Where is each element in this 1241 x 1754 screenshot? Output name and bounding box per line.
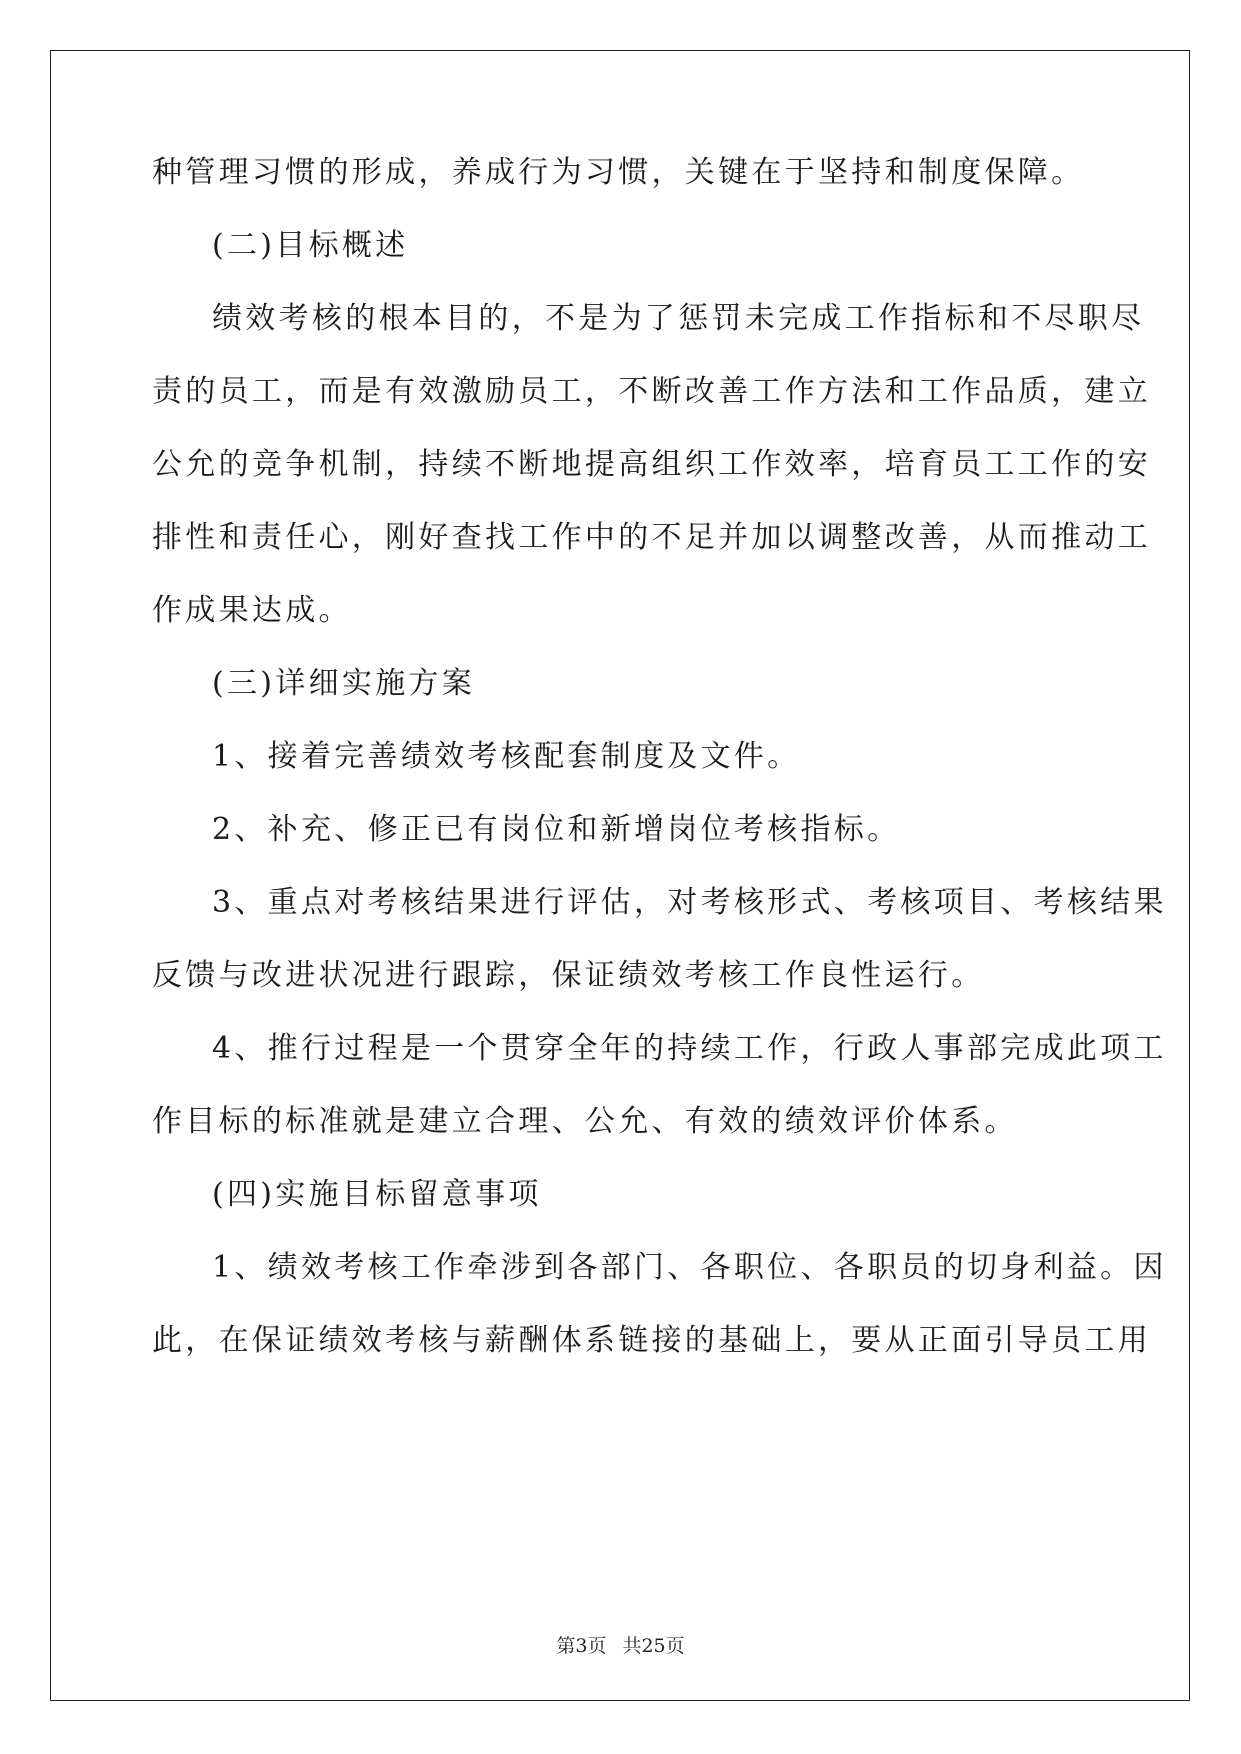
- list-item: 4、推行过程是一个贯穿全年的持续工作，行政人事部完成此项工: [212, 1031, 1167, 1066]
- section-heading: (三)详细实施方案: [212, 666, 476, 701]
- page-total: 共25页: [622, 1635, 685, 1657]
- paragraph-line: 排性和责任心，刚好查找工作中的不足并加以调整改善，从而推动工: [152, 520, 1151, 555]
- paragraph-line: 作成果达成。: [152, 593, 352, 628]
- section-heading: (四)实施目标留意事项: [212, 1177, 542, 1212]
- page-border: [50, 50, 1190, 1701]
- paragraph-line: 此，在保证绩效考核与薪酬体系链接的基础上，要从正面引导员工用: [152, 1323, 1151, 1358]
- list-item: 1、接着完善绩效考核配套制度及文件。: [212, 739, 801, 774]
- paragraph-line: 责的员工，而是有效激励员工，不断改善工作方法和工作品质，建立: [152, 374, 1151, 409]
- paragraph-line: 反馈与改进状况进行跟踪，保证绩效考核工作良性运行。: [152, 958, 985, 993]
- page-number: 第3页: [556, 1635, 607, 1657]
- paragraph-line: 公允的竞争机制，持续不断地提高组织工作效率，培育员工工作的安: [152, 447, 1151, 482]
- list-item: 1、绩效考核工作牵涉到各部门、各职位、各职员的切身利益。因: [212, 1250, 1167, 1285]
- list-item: 2、补充、修正已有岗位和新增岗位考核指标。: [212, 812, 901, 847]
- paragraph-line: 绩效考核的根本目的，不是为了惩罚未完成工作指标和不尽职尽: [212, 301, 1145, 336]
- list-item: 3、重点对考核结果进行评估，对考核形式、考核项目、考核结果: [212, 885, 1167, 920]
- page-footer: [0, 1634, 1241, 1658]
- paragraph-line: 作目标的标准就是建立合理、公允、有效的绩效评价体系。: [152, 1104, 1018, 1139]
- paragraph-line: 种管理习惯的形成，养成行为习惯，关键在于坚持和制度保障。: [152, 155, 1085, 190]
- section-heading: (二)目标概述: [212, 228, 409, 263]
